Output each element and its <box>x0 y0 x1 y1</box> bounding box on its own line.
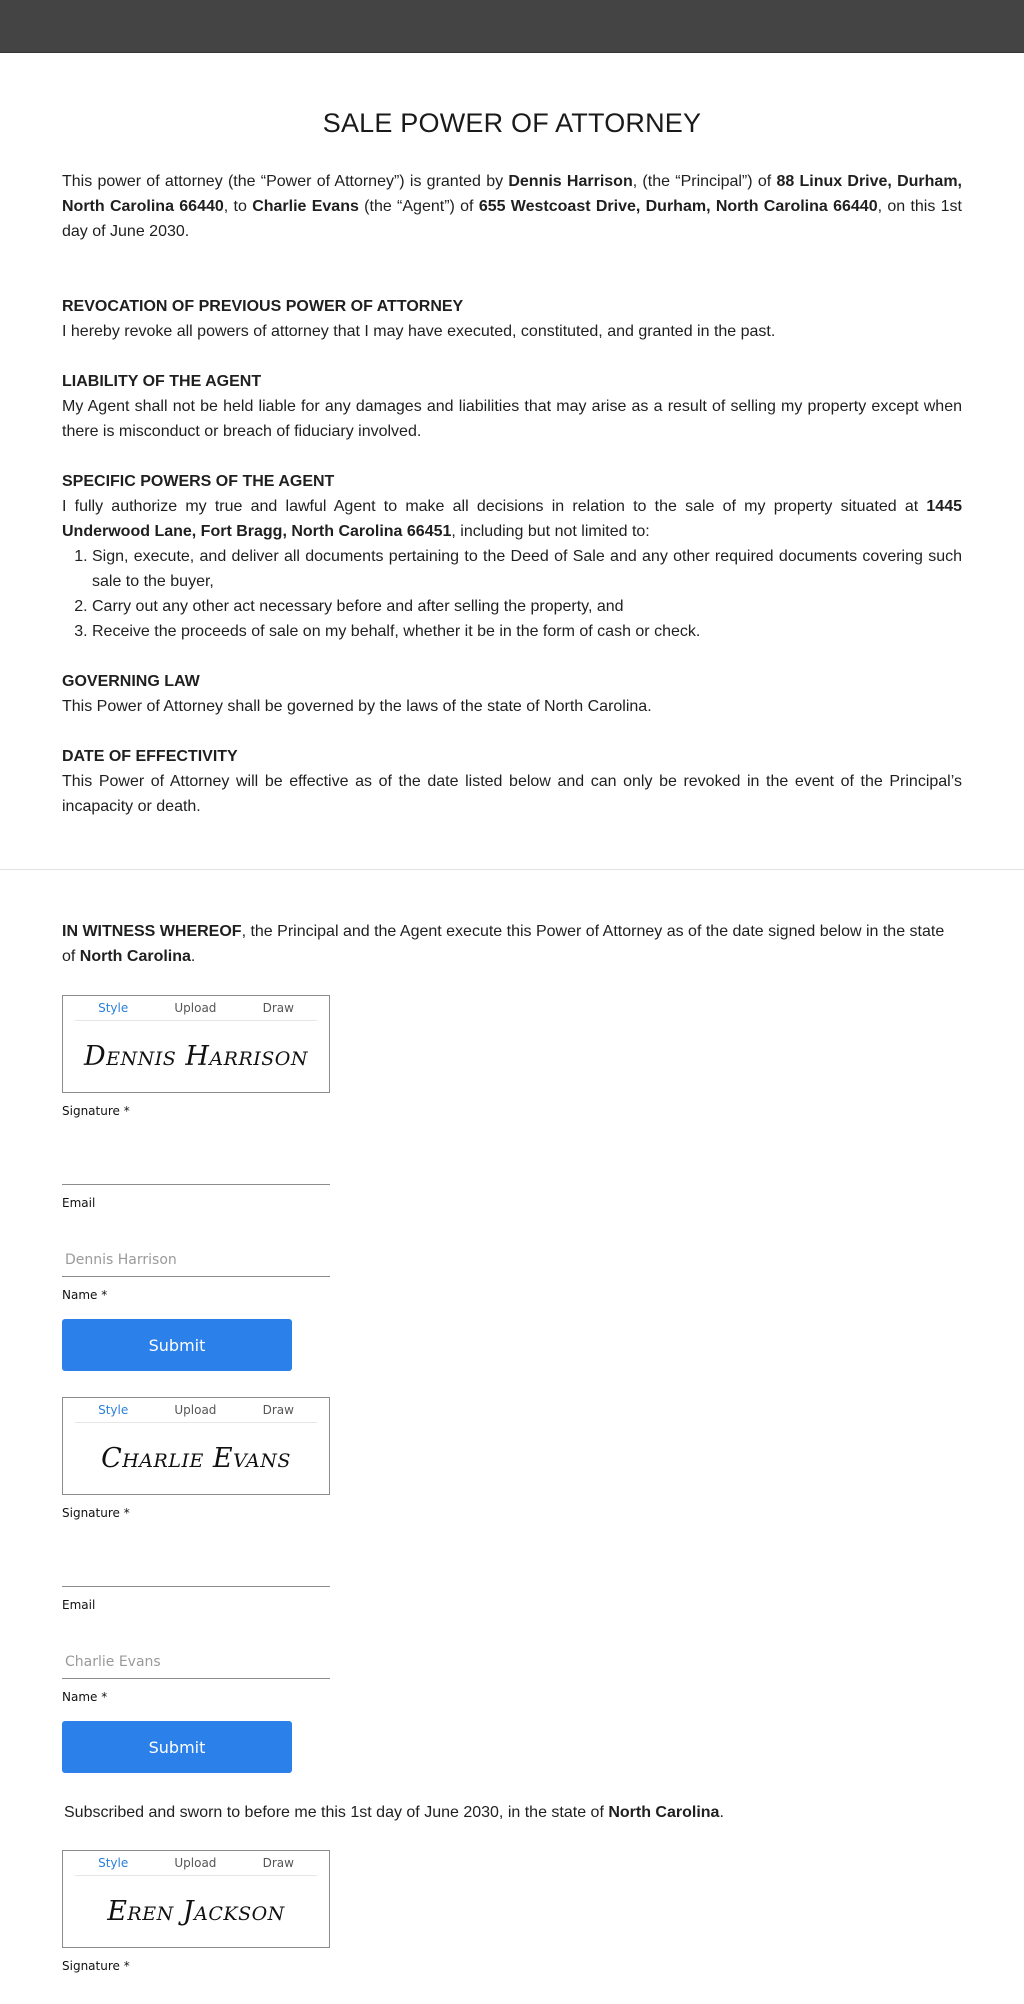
witness-text: . <box>190 948 196 965</box>
section-heading: SPECIFIC POWERS OF THE AGENT <box>62 473 335 490</box>
tab-upload[interactable]: Upload <box>174 1001 217 1015</box>
submit-button[interactable]: Submit <box>62 1721 292 1773</box>
tab-draw[interactable]: Draw <box>262 1001 294 1015</box>
email-field[interactable] <box>62 1145 330 1185</box>
signature-tabs <box>75 1398 317 1423</box>
tab-style[interactable]: Style <box>98 1856 129 1870</box>
signature-tabs <box>75 1851 317 1876</box>
list-item: 2. Carry out any other act necessary before and after selling the property, and <box>92 594 962 619</box>
tab-style[interactable]: Style <box>98 1403 129 1417</box>
powers-list <box>62 544 962 644</box>
intro-paragraph <box>62 169 962 244</box>
witness-text: , the Principal and the Agent execute this Power of Attorney as of the date signed below in the state of <box>62 923 945 965</box>
list-item: 3. Receive the proceeds of sale on my behalf, whether it be in the form of cash or check. <box>92 619 962 644</box>
signature-label: Signature * <box>62 1959 130 1973</box>
divider <box>0 869 1024 870</box>
section-heading: GOVERNING LAW <box>62 673 200 690</box>
intro-text: , on this 1st day of June 2030. <box>62 198 963 240</box>
powers-text: , including but not limited to: <box>451 523 650 540</box>
intro-text: This power of attorney (the “Power of Attorney”) is granted by <box>62 173 509 190</box>
signature-pad[interactable] <box>62 995 330 1093</box>
powers-text: I fully authorize my true and lawful Agent to make all decisions in relation to the sale of my property situated at <box>62 498 927 515</box>
name-label: Name * <box>62 1288 108 1302</box>
email-label: Email <box>62 1598 96 1612</box>
tab-upload[interactable]: Upload <box>174 1856 217 1870</box>
principal-address: 88 Linux Drive, Durham, North Carolina 66440 <box>62 173 963 215</box>
tab-draw[interactable]: Draw <box>262 1403 294 1417</box>
witness-paragraph <box>62 919 962 969</box>
submit-button[interactable]: Submit <box>62 1319 292 1371</box>
signing-area <box>0 919 1024 1974</box>
name-label: Name * <box>62 1690 108 1704</box>
revocation-section <box>62 294 962 344</box>
top-bar <box>0 0 1024 53</box>
effectivity-section <box>62 744 962 819</box>
liability-section <box>62 369 962 444</box>
section-text: I hereby revoke all powers of attorney that I may have executed, constituted, and granted in the past. <box>62 323 776 340</box>
name-field[interactable]: Dennis Harrison <box>62 1237 330 1277</box>
agent-address: 655 Westcoast Drive, Durham, North Carolina 66440 <box>478 198 878 215</box>
signature-preview: Dennis Harrison <box>84 1041 308 1072</box>
document <box>0 103 1024 819</box>
email-field[interactable] <box>62 1547 330 1587</box>
section-heading: LIABILITY OF THE AGENT <box>62 373 262 390</box>
section-text: This Power of Attorney shall be governed by the laws of the state of North Carolina. <box>62 698 652 715</box>
signature-pad[interactable] <box>62 1850 330 1948</box>
witness-state: North Carolina <box>79 948 191 965</box>
signature-label: Signature * <box>62 1104 130 1118</box>
property-address: 1445 Underwood Lane, Fort Bragg, North Carolina 66451 <box>62 498 962 540</box>
signature-tabs <box>75 996 317 1021</box>
intro-text: , to <box>223 198 253 215</box>
signature-preview: Eren Jackson <box>107 1896 285 1927</box>
tab-style[interactable]: Style <box>98 1001 129 1015</box>
sworn-text: . <box>719 1804 724 1821</box>
section-text: My Agent shall not be held liable for any damages and liabilities that may arise as a result of selling my property except when there is misconduct or breach of fiduciary involved. <box>62 398 962 440</box>
signature-label: Signature * <box>62 1506 130 1520</box>
list-item: 1. Sign, execute, and deliver all documents pertaining to the Deed of Sale and any other required documents covering such sale to the buyer, <box>92 544 962 594</box>
name-field[interactable]: Charlie Evans <box>62 1639 330 1679</box>
agent-name: Charlie Evans <box>252 198 359 215</box>
principal-name: Dennis Harrison <box>508 173 633 190</box>
page-title: SALE POWER OF ATTORNEY <box>322 108 702 138</box>
tab-upload[interactable]: Upload <box>174 1403 217 1417</box>
sworn-state: North Carolina <box>608 1804 720 1821</box>
sworn-paragraph <box>62 1800 962 1825</box>
email-label: Email <box>62 1196 96 1210</box>
governing-law-section <box>62 669 962 719</box>
tab-draw[interactable]: Draw <box>262 1856 294 1870</box>
section-text: This Power of Attorney will be effective as of the date listed below and can only be revoked in the event of the Principal’s incapacity or death. <box>62 773 962 815</box>
section-heading: REVOCATION OF PREVIOUS POWER OF ATTORNEY <box>62 298 464 315</box>
signature-pad[interactable] <box>62 1397 330 1495</box>
powers-section <box>62 469 962 644</box>
intro-text: (the “Agent”) of <box>358 198 479 215</box>
intro-text: , (the “Principal”) of <box>632 173 777 190</box>
section-text <box>62 494 962 544</box>
sworn-text: Subscribed and sworn to before me this 1st day of June 2030, in the state of <box>64 1804 609 1821</box>
signature-preview: Charlie Evans <box>101 1443 291 1474</box>
section-heading: DATE OF EFFECTIVITY <box>62 748 238 765</box>
witness-lead: IN WITNESS WHEREOF <box>62 923 242 940</box>
